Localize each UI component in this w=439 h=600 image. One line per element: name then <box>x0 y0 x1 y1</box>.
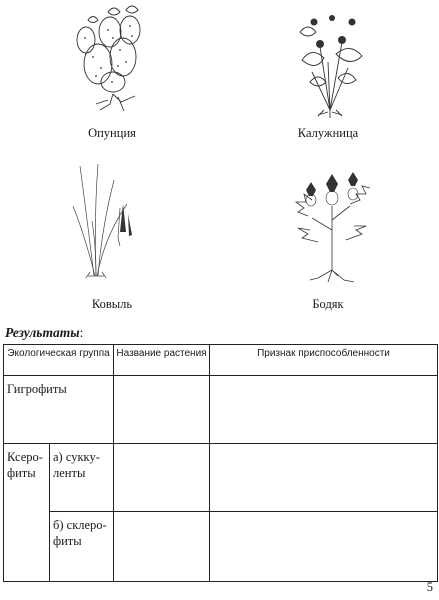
cell-hygrophytes-feature[interactable] <box>210 376 438 444</box>
row-label-succulents: а) сукку-ленты <box>50 444 114 512</box>
plant-caption-cirsium: Бодяк <box>312 297 344 311</box>
plant-caption-stipa: Ковыль <box>91 297 133 311</box>
stipa-illustration <box>68 158 150 282</box>
plant-caption-opuntia: Опунция <box>88 126 136 140</box>
cell-sclerophytes-feature[interactable] <box>210 512 438 582</box>
header-plant-name: Название растения <box>114 345 210 376</box>
cell-sclerophytes-name[interactable] <box>114 512 210 582</box>
row-label-sclerophytes: б) склеро-фиты <box>50 512 114 582</box>
cell-hygrophytes-name[interactable] <box>114 376 210 444</box>
header-adaptation-feature: Признак приспособленности <box>210 345 438 376</box>
row-label-hygrophytes: Гигрофиты <box>4 376 114 444</box>
row-label-xerophytes: Ксеро-фиты <box>4 444 50 582</box>
cell-succulents-name[interactable] <box>114 444 210 512</box>
opuntia-illustration <box>68 2 158 120</box>
results-heading <box>5 325 83 341</box>
cirsium-illustration <box>288 170 376 285</box>
results-colon: : <box>79 325 84 340</box>
plant-caption-caltha: Калужница <box>297 126 359 140</box>
caltha-illustration <box>290 2 370 120</box>
results-label: Результаты <box>5 325 80 340</box>
cell-succulents-feature[interactable] <box>210 444 438 512</box>
page-number: 5 <box>426 580 433 594</box>
header-ecological-group: Экологическая группа <box>4 345 114 376</box>
results-table <box>3 344 438 582</box>
